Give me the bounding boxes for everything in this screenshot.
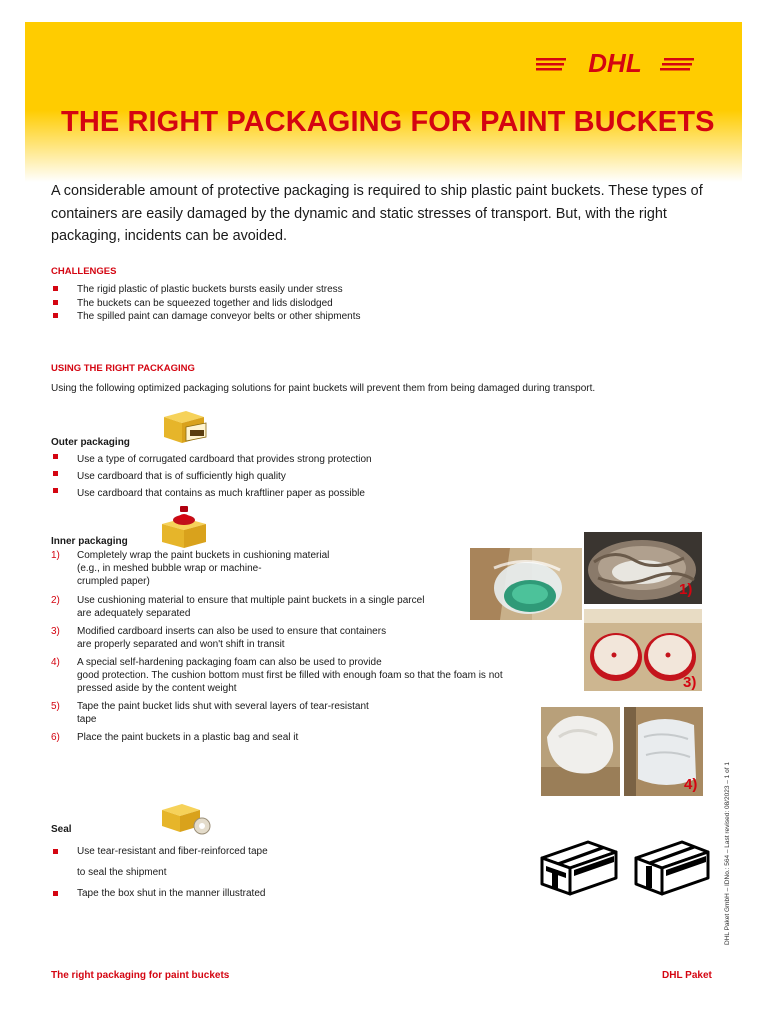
using-text: Using the following optimized packaging solutions for paint buckets will prevent them from being damaged during transport. — [51, 383, 596, 394]
list-item: 2) Use cushioning material to ensure that multiple paint buckets in a single parcel are adequately separated — [51, 595, 425, 619]
photo-buckets-in-bubble-wrap — [470, 548, 582, 620]
list-item: 1) Completely wrap the paint buckets in cushioning material (e.g., in meshed bubble wrap or machine- crumpled paper) — [51, 550, 330, 587]
document-id-note: DHL Paket GmbH – IDNo.: 564 – Last revised: 08/2023 – 1 of 1 — [724, 762, 731, 945]
box-with-bucket-icon — [158, 504, 210, 550]
outer-packaging-list — [51, 451, 372, 502]
header-banner — [25, 22, 742, 182]
photo-label-3: 3) — [683, 674, 697, 691]
list-item: Use tear-resistant and fiber-reinforced tape to seal the shipment — [51, 841, 268, 883]
list-item: Use cardboard that contains as much kraftliner paper as possible — [51, 485, 372, 502]
box-with-tape-icon — [158, 798, 212, 836]
bullet-icon — [53, 849, 58, 854]
list-item: Use a type of corrugated cardboard that provides strong protection — [51, 451, 372, 468]
challenges-heading: CHALLENGES — [51, 266, 117, 277]
bullet-icon — [53, 313, 58, 318]
bullet-icon — [53, 488, 58, 493]
footer-brand: DHL Paket — [662, 970, 712, 981]
footer-document-title: The right packaging for paint buckets — [51, 970, 230, 981]
intro-paragraph: A considerable amount of protective packaging is required to ship plastic paint buckets. These types of containers are easily damaged by the dynamic and static stresses of transport. But, with the right packaging, incidents can be avoided. — [51, 183, 703, 244]
list-item: Use cardboard that is of sufficiently high quality — [51, 468, 372, 485]
dhl-logo-text: DHL — [588, 50, 642, 76]
seal-list — [51, 841, 268, 904]
outer-packaging-heading: Outer packaging — [51, 437, 130, 448]
photo-label-1: 1) — [679, 581, 693, 598]
list-item: Tape the box shut in the manner illustrated — [51, 883, 268, 904]
inner-packaging-heading: Inner packaging — [51, 536, 128, 547]
bullet-icon — [53, 286, 58, 291]
challenges-list — [51, 283, 361, 324]
dhl-logo — [536, 50, 694, 76]
taped-box-illustration-1 — [538, 836, 620, 898]
list-item: The buckets can be squeezed together and lids dislodged — [51, 297, 361, 311]
using-heading: USING THE RIGHT PACKAGING — [51, 363, 195, 374]
photo-label-4: 4) — [684, 776, 698, 793]
bullet-icon — [53, 454, 58, 459]
list-item: 4) A special self-hardening packaging foam can also be used to provide good protection. The cushion bottom must first be filled with enough foam so that the foam is not pressed aside by the content weight — [51, 657, 503, 694]
bullet-icon — [53, 300, 58, 305]
taped-box-illustration-2 — [632, 836, 712, 898]
list-item: 6) Place the paint buckets in a plastic bag and seal it — [51, 732, 299, 743]
photo-foam-cushion — [541, 707, 620, 796]
page-title: THE RIGHT PACKAGING FOR PAINT BUCKETS — [61, 106, 715, 138]
seal-heading: Seal — [51, 824, 72, 835]
list-item: The spilled paint can damage conveyor belts or other shipments — [51, 310, 361, 324]
list-item: The rigid plastic of plastic buckets bursts easily under stress — [51, 283, 361, 297]
bullet-icon — [53, 471, 58, 476]
list-item: 3) Modified cardboard inserts can also be used to ensure that containers are properly separated and won't shift in transit — [51, 626, 387, 650]
bullet-icon — [53, 891, 58, 896]
cardboard-box-icon — [158, 405, 210, 445]
list-item: 5) Tape the paint bucket lids shut with several layers of tear-resistant tape — [51, 701, 369, 725]
